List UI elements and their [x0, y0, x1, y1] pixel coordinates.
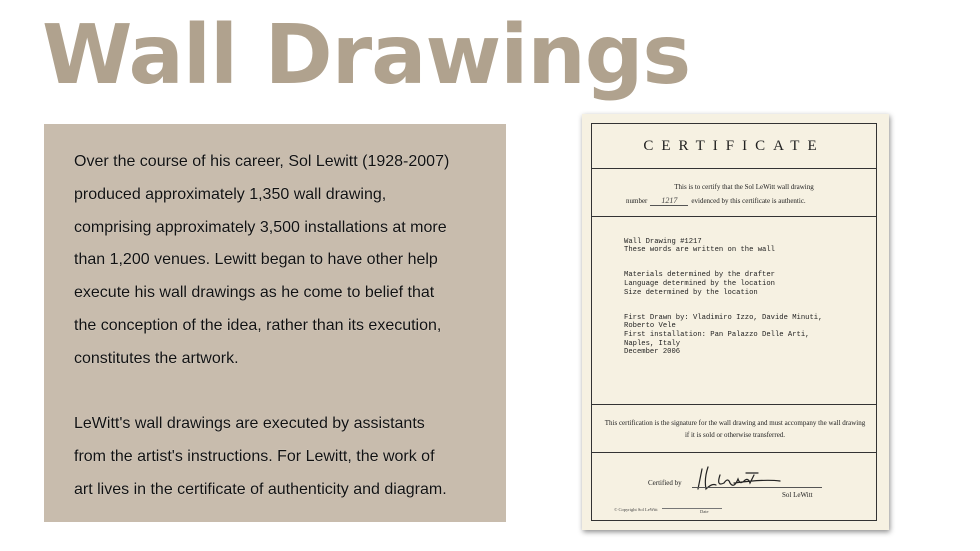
certificate-body-block-1: Wall Drawing #1217 These words are written on the wall — [624, 237, 775, 255]
certificate-body — [592, 217, 876, 405]
certified-by-label: Certified by — [648, 479, 682, 487]
signature-line — [692, 487, 822, 488]
certificate-line-1: This is to certify that the Sol LeWitt wall drawing — [674, 183, 814, 191]
certificate-heading: CERTIFICATE — [592, 124, 876, 169]
certificate-body-block-2: Materials determined by the drafter Language determined by the location Size determined by the location — [624, 271, 775, 297]
number-label: number — [626, 197, 648, 205]
certificate-image — [582, 114, 889, 530]
certificate-line-2-text: evidenced by this certificate is authentic. — [691, 197, 806, 205]
description-panel — [44, 124, 506, 522]
description-paragraph-1: Over the course of his career, Sol Lewitt (1928-2007) produced approximately 1,350 wall drawing, comprising approximately 3,500 installations at more than 1,200 venues. Lewitt began to have other help execute his wall drawings as he come to belief that the conception of the idea, rather than its execution, constitutes the artwork. — [74, 153, 450, 367]
certificate-line-2 — [592, 196, 876, 206]
page-title: Wall Drawings — [42, 8, 691, 103]
signer-name: Sol LeWitt — [782, 491, 813, 499]
certificate-footer — [592, 453, 876, 519]
drawing-number: 1217 — [650, 196, 688, 206]
certificate-body-block-3: First Drawn by: Vladimiro Izzo, Davide Minuti, Roberto Vele First installation: Pan Palazzo Delle Arti, Naples, Italy December 2006 — [624, 313, 823, 357]
certificate-authenticity — [592, 169, 876, 217]
certificate-frame — [591, 123, 877, 521]
description-paragraph-2: LeWitt's wall drawings are executed by assistants from the artist's instructions. For Lewitt, the work of art lives in the certificate of authenticity and diagram. — [74, 415, 447, 498]
certificate-note: This certification is the signature for the wall drawing and must accompany the wall drawing if it is sold or otherwise transferred. — [592, 405, 876, 453]
signature-icon — [694, 465, 784, 493]
date-label: Date — [700, 509, 709, 514]
copyright-text: © Copyright Sol LeWitt — [614, 507, 658, 512]
date-line — [662, 508, 722, 509]
